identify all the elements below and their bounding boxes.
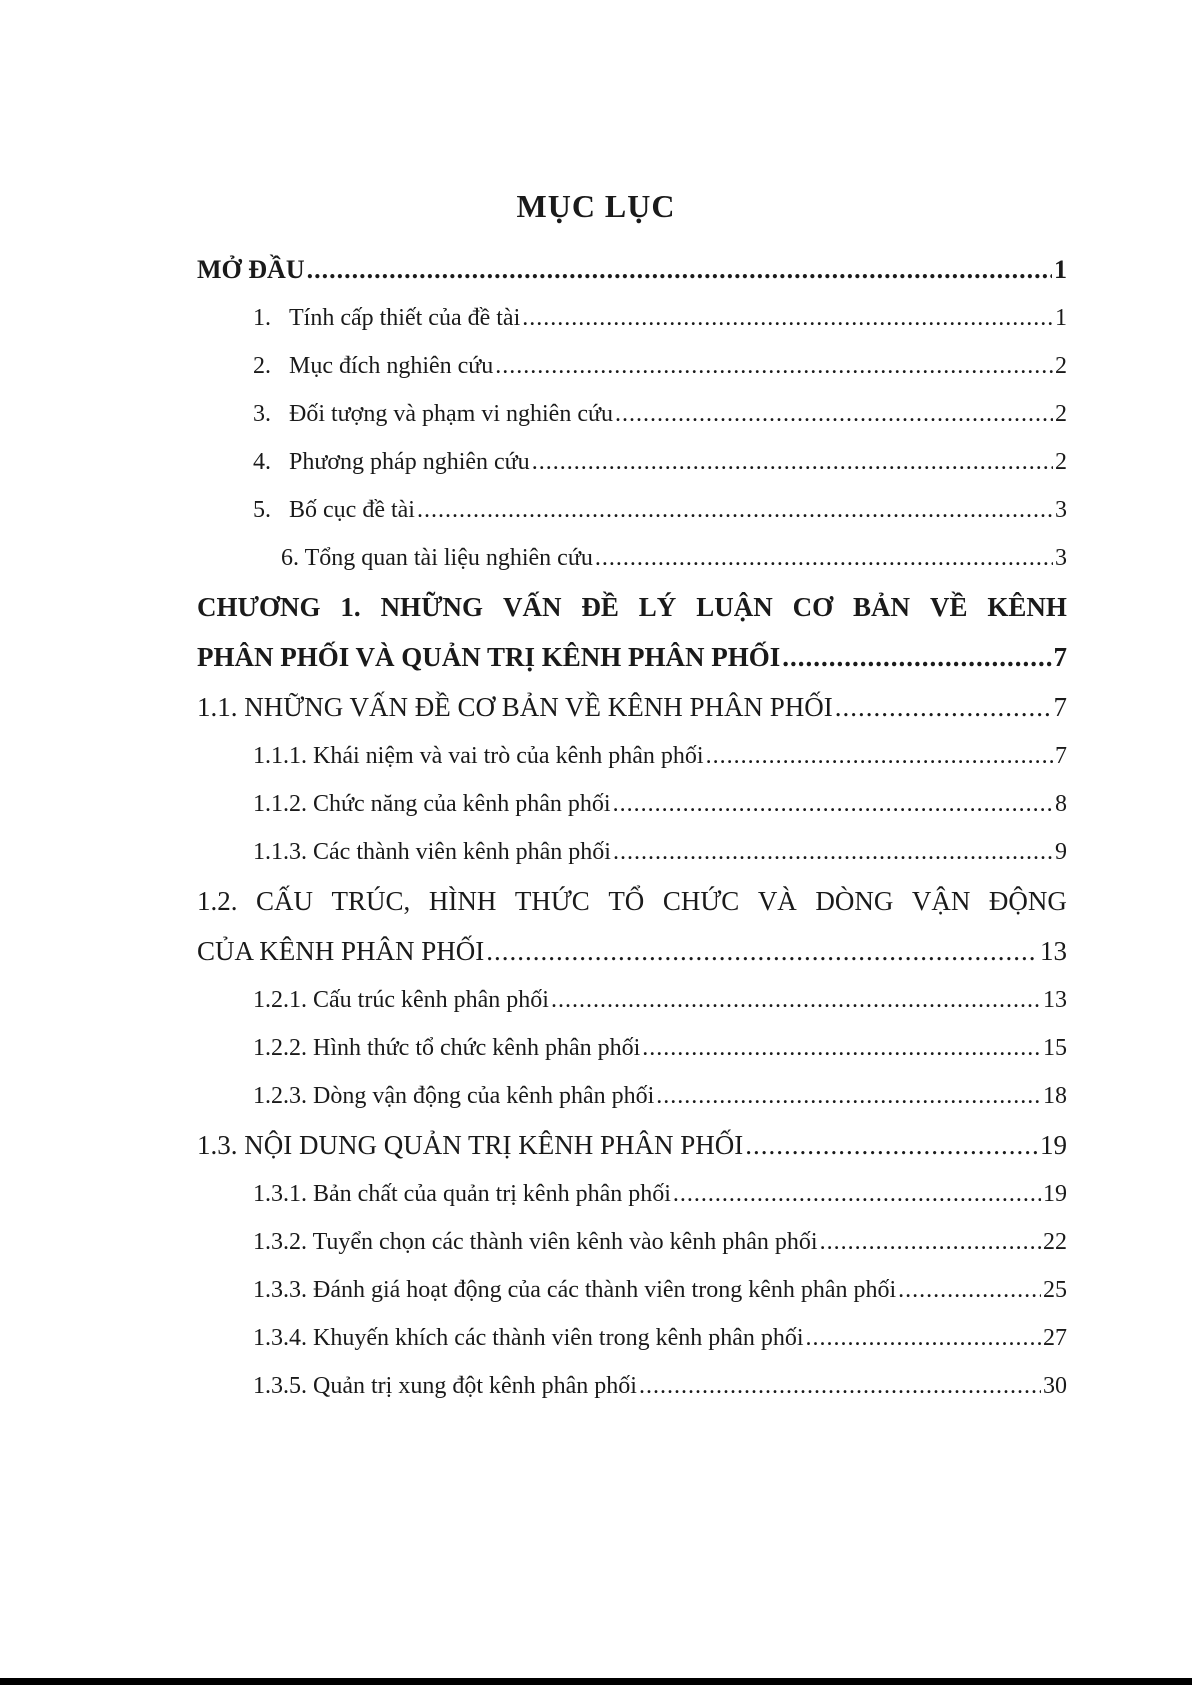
toc-entry-label: 1.1.3. Các thành viên kênh phân phối [253,839,611,865]
toc-entry[interactable] [197,1170,1067,1218]
toc-entry[interactable] [197,1024,1067,1072]
dot-leader [706,732,1053,780]
intro-items-list [197,294,1067,582]
dot-leader [495,342,1053,390]
toc-page-number: 1 [1054,255,1067,284]
toc-entry[interactable] [197,534,1067,582]
toc-entry[interactable] [197,1072,1067,1120]
toc-entry-label: 1.1. NHỮNG VẤN ĐỀ CƠ BẢN VỀ KÊNH PHÂN PHỐI [197,692,833,722]
dot-leader [615,390,1053,438]
dot-leader [782,632,1051,682]
dot-leader [898,1266,1041,1314]
toc-page-number: 22 [1043,1229,1067,1255]
dot-leader [806,1314,1041,1362]
dot-leader [417,486,1053,534]
dot-leader [613,780,1053,828]
toc-entry[interactable] [197,1362,1067,1410]
toc-chapter-1[interactable] [197,582,1067,682]
toc-section-1-2[interactable] [197,876,1067,976]
toc-entry[interactable] [197,486,1067,534]
toc-page-number: 7 [1053,692,1067,722]
toc-page-number: 13 [1043,987,1067,1013]
toc-page-number: 19 [1043,1181,1067,1207]
toc-entry[interactable] [197,732,1067,780]
toc-page-number: 9 [1055,839,1067,865]
dot-leader [595,534,1053,582]
toc-entry[interactable] [197,1218,1067,1266]
toc-entry-label: 6. Tổng quan tài liệu nghiên cứu [281,545,593,571]
toc-entry-label: 1.2.3. Dòng vận động của kênh phân phối [253,1083,655,1109]
toc-entry-label: Tính cấp thiết của đề tài [289,305,521,331]
toc-page-number: 27 [1043,1325,1067,1351]
toc-entry-label: 1.3. NỘI DUNG QUẢN TRỊ KÊNH PHÂN PHỐI [197,1130,744,1160]
toc-entry-label: CỦA KÊNH PHÂN PHỐI [197,936,485,966]
toc-entry-label: 1.2.2. Hình thức tổ chức kênh phân phối [253,1035,641,1061]
toc-entry-label: 1.1.1. Khái niệm và vai trò của kênh phân phối [253,743,704,769]
dot-leader [486,926,1038,976]
toc-entry-label: 1.3.2. Tuyển chọn các thành viên kênh vào kênh phân phối [253,1229,818,1255]
toc-page-number: 3 [1055,497,1067,523]
toc-page-number: 18 [1043,1083,1067,1109]
toc-entry[interactable] [197,976,1067,1024]
item-number: 1. [253,305,271,331]
item-number: 4. [253,449,271,475]
toc-section-1-1[interactable] [197,682,1067,732]
item-number: 3. [253,401,271,427]
toc-page-number: 15 [1043,1035,1067,1061]
toc-entry[interactable] [197,390,1067,438]
toc-entry-label: Mục đích nghiên cứu [289,353,494,379]
toc-page-number: 2 [1055,353,1067,379]
toc-entry-label: 1.1.2. Chức năng của kênh phân phối [253,791,611,817]
toc-entry-label: 1.3.1. Bản chất của quản trị kênh phân phối [253,1181,671,1207]
toc-entry-label: 1.2.1. Cấu trúc kênh phân phối [253,987,549,1013]
toc-page-number: 2 [1055,449,1067,475]
toc-section-1-3[interactable] [197,1120,1067,1170]
section-title-line-2 [197,926,1067,976]
toc-entry-label: Phương pháp nghiên cứu [289,449,530,475]
toc-entry[interactable] [197,1266,1067,1314]
chapter-title-line-2 [197,632,1067,682]
dot-leader [656,1072,1041,1120]
toc-entry-label: MỞ ĐẦU [197,255,305,284]
toc-entry[interactable] [197,780,1067,828]
dot-leader [522,294,1053,342]
item-number: 5. [253,497,271,523]
dot-leader [745,1120,1038,1170]
dot-leader [613,828,1053,876]
toc-page-number: 2 [1055,401,1067,427]
dot-leader [642,1024,1041,1072]
dot-leader [835,682,1052,732]
toc-entry[interactable] [197,1314,1067,1362]
dot-leader [532,438,1053,486]
toc-page-number: 7 [1055,743,1067,769]
toc-entry[interactable] [197,438,1067,486]
toc-page-number: 19 [1040,1130,1067,1160]
toc-entry-label: Bố cục đề tài [289,497,415,523]
dot-leader [820,1218,1041,1266]
dot-leader [307,246,1052,294]
toc-page-number: 3 [1055,545,1067,571]
page-edge-divider [0,1678,1192,1685]
item-number: 2. [253,353,271,379]
section-title-line-1: 1.2. CẤU TRÚC, HÌNH THỨC TỔ CHỨC VÀ DÒNG VẬN ĐỘNG [197,886,1067,916]
toc-entry[interactable] [197,294,1067,342]
toc-page-number: 25 [1043,1277,1067,1303]
page-title: MỤC LỤC [516,188,676,224]
dot-leader [639,1362,1041,1410]
toc-entry-label: PHÂN PHỐI VÀ QUẢN TRỊ KÊNH PHÂN PHỐI [197,642,781,672]
toc-page-number: 1 [1055,305,1067,331]
toc-page-number: 30 [1043,1373,1067,1399]
toc-entry-label: 1.3.4. Khuyến khích các thành viên trong kênh phân phối [253,1325,804,1351]
table-of-contents [197,246,1067,1410]
dot-leader [551,976,1041,1024]
toc-entry[interactable] [197,828,1067,876]
toc-page-number: 7 [1053,642,1067,672]
toc-entry-label: 1.3.3. Đánh giá hoạt động của các thành viên trong kênh phân phối [253,1277,897,1303]
toc-entry-label: Đối tượng và phạm vi nghiên cứu [289,401,613,427]
toc-page-number: 8 [1055,791,1067,817]
dot-leader [673,1170,1041,1218]
chapter-title-line-1: CHƯƠNG 1. NHỮNG VẤN ĐỀ LÝ LUẬN CƠ BẢN VỀ KÊNH [197,592,1067,622]
toc-entry[interactable] [197,342,1067,390]
toc-page-number: 13 [1040,936,1067,966]
toc-entry-label: 1.3.5. Quản trị xung đột kênh phân phối [253,1373,637,1399]
toc-entry-intro[interactable] [197,246,1067,294]
